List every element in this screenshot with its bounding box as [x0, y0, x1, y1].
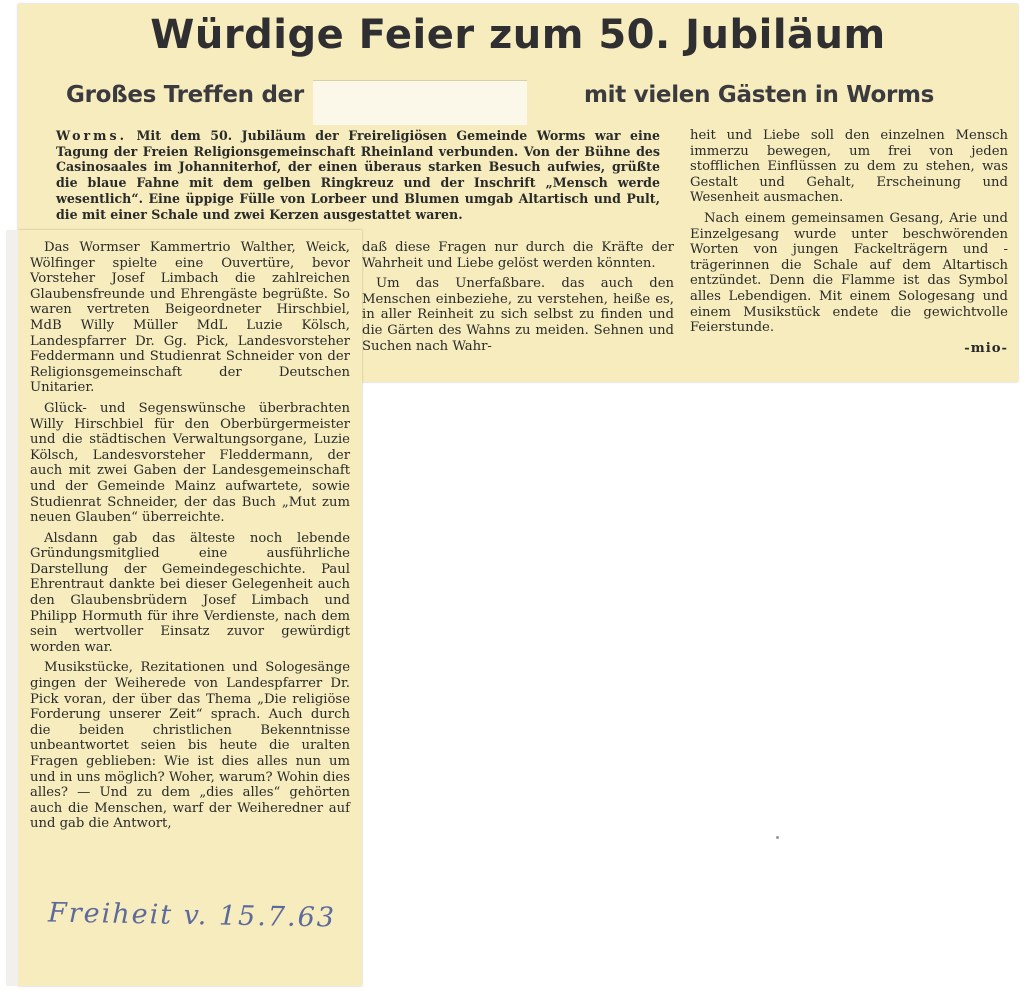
subheadline-right: mit vielen Gästen in Worms: [584, 82, 935, 108]
author-signoff: -mio-: [964, 340, 1008, 356]
article-column-3: [690, 128, 1008, 356]
paragraph: Um das Unerfaßbare. das auch den Menschen einbeziehe, zu verstehen, heiße es, in aller Reinheit zu sich selbst zu finden und die Gärten des Wahns zu meiden. Sehnen und Suchen nach Wahr-: [362, 276, 674, 354]
lead-text: Mit dem 50. Jubiläum der Freireligiösen Gemeinde Worms war eine Tagung der Freien Religionsgemeinschaft Rheinland verbunden. Von der Bühne des Casinosaales im Johanniterhof, der einen überaus starken Besuch aufwies, grüßte die blaue Fahne mit dem gelben Ringkreuz und der Inschrift „Mensch werde wesentlich“. Eine üppige Fülle von Lorbeer und Blumen umgab Altartisch und Pult, die mit einer Schale und zwei Kerzen ausgestattet waren.: [56, 128, 660, 222]
article-column-1: [30, 240, 350, 837]
handwritten-source-note: Freiheit v. 15.7.63: [47, 897, 337, 934]
dust-speck: [776, 836, 779, 839]
paragraph: Glück- und Segenswünsche überbrachten Willy Hirschbiel für den Oberbürgermeister und die städtischen Verwaltungsorgane, Luzie Kölsch, Landesvorsteher Fleddermann, der auch mit zwei Gaben der Landesgemeinschaft und der Gemeinde Mainz aufwartete, sowie Studienrat Schneider, der das Buch „Mut zum neuen Glauben“ überreichte.: [30, 400, 350, 526]
paragraph: Alsdann gab das älteste noch lebende Gründungsmitglied eine ausführliche Darstellung der Gemeindegeschichte. Paul Ehrentraut dankte bei dieser Gelegenheit auch den Glaubensbrüdern Josef Limbach und Philipp Hormuth für ihre Verdienste, nach dem sein wertvoller Einsatz zuvor gewürdigt worden war.: [30, 530, 350, 655]
subheadline-left: Großes Treffen der: [66, 82, 304, 108]
article-column-2: [362, 240, 674, 359]
lead-paragraph: [56, 128, 660, 222]
paragraph: Nach einem gemeinsamen Gesang, Arie und Einzelgesang wurde unter beschwörenden Worten von jungen Fackelträgern und -trägerinnen die Schale auf dem Altartisch entzündet. Denn die Flamme ist das Symbol alles Lebendigen. Mit einem Sologesang und einem Musikstück endete die gewichtvolle Feierstunde.: [690, 210, 1008, 336]
paragraph: daß diese Fragen nur durch die Kräfte der Wahrheit und Liebe gelöst werden könnten.: [362, 240, 674, 271]
paragraph: Das Wormser Kammertrio Walther, Weick, Wölfinger spielte eine Ouvertüre, bevor Vorsteher Josef Limbach die zahlreichen Glaubensfreunde und Ehrengäste begrüßte. So waren vertreten Beigeordneter Hirschbiel, MdB Willy Müller MdL Luzie Kölsch, Landespfarrer Dr. Gg. Pick, Landesvorsteher Feddermann und Studienrat Schneider von der Religionsgemeinschaft der Deutschen Unitarier.: [30, 240, 350, 396]
cut-out-gap: [313, 80, 527, 125]
paragraph: heit und Liebe soll den einzelnen Mensch immerzu bewegen, um frei von jeden stofflichen Einflüssen zu dem zu stehen, was Gestalt und Gehalt, Erscheinung und Wesenheit ausmachen.: [690, 128, 1008, 206]
dateline: Worms.: [56, 128, 127, 143]
paragraph: Musikstücke, Rezitationen und Sologesänge gingen der Weiherede von Landespfarrer Dr. Pick voran, der über das Thema „Die religiöse Forderung unserer Zeit“ sprach. Auch durch die beiden christlichen Bekenntnisse unbeantwortet seien bis heute die uralten Fragen geblieben: Wie ist dies alles nun um und in uns möglich? Woher, warum? Wohin dies alles? — Und zu dem „dies alles“ gehörten auch die Menschen, warf der Weiheredner auf und gab die Antwort,: [30, 660, 351, 832]
headline: Würdige Feier zum 50. Jubiläum: [150, 12, 886, 58]
